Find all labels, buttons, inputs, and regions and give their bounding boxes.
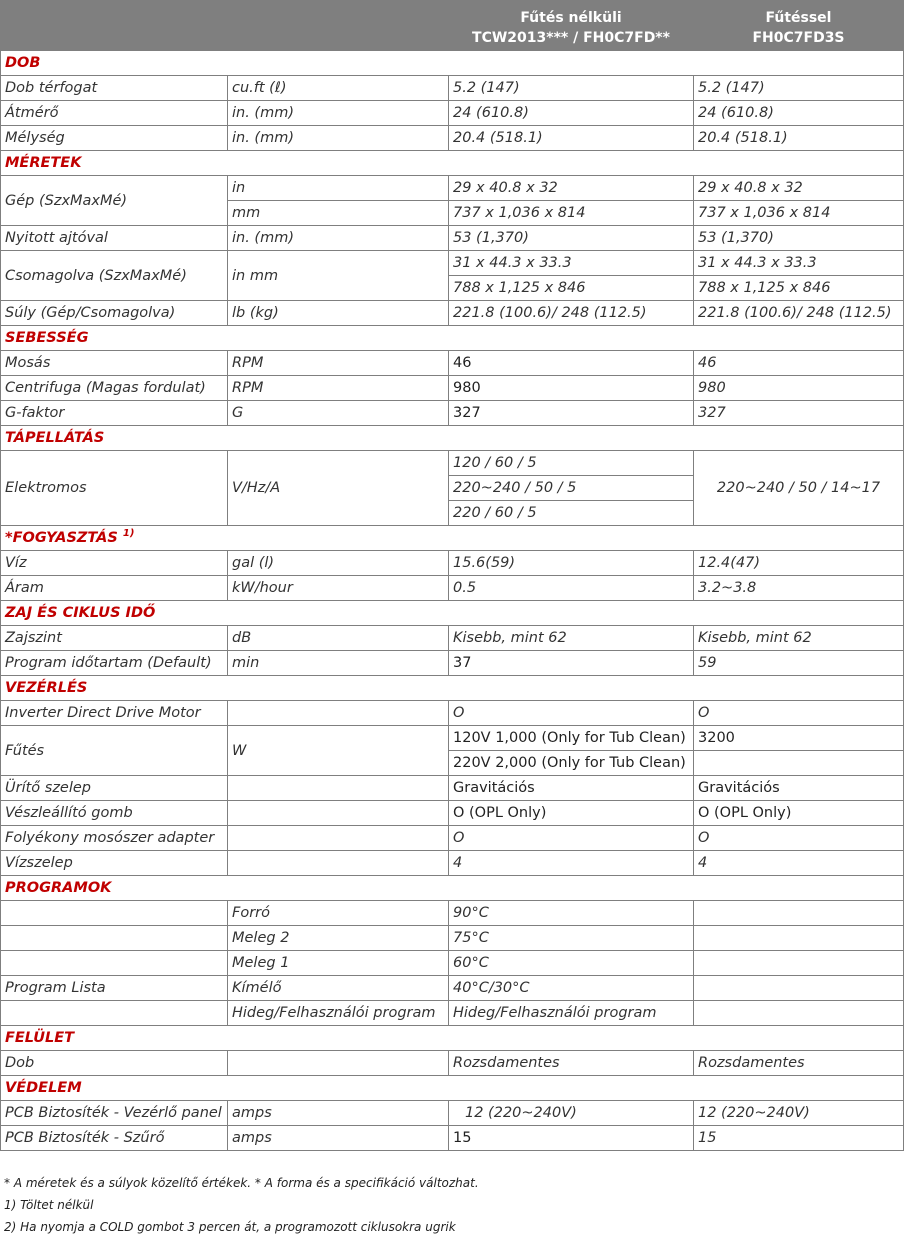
row-value-1: 0.5 [449,576,694,601]
row-label: Dob [1,1051,228,1076]
row-value-1: 4 [449,851,694,876]
row-unit: in [228,176,449,201]
program-name: Hideg/Felhasználói program [228,1001,449,1026]
row-label: Mosás [1,351,228,376]
row-label: Gép (SzxMaxMé) [1,176,228,226]
row-value-1: 220 / 60 / 5 [449,501,694,526]
section-sebesseg: SEBESSÉG [1,326,904,351]
table-row [1,401,904,426]
row-unit: in. (mm) [228,101,449,126]
section-row [1,426,904,451]
row-value-2: 59 [694,651,904,676]
table-row [1,626,904,651]
program-temp: 75°C [449,926,694,951]
footnotes [0,1172,900,1238]
footnote-1: 1) Töltet nélkül [4,1198,94,1212]
table-row [1,901,904,926]
row-label: Dob térfogat [1,76,228,101]
row-value-2: 3.2~3.8 [694,576,904,601]
row-label: Elektromos [1,451,228,526]
row-value-2: Gravitációs [694,776,904,801]
section-vezerles: VEZÉRLÉS [1,676,904,701]
table-row [1,651,904,676]
row-label: Csomagolva (SzxMaxMé) [1,251,228,301]
row-label: Vészleállító gomb [1,801,228,826]
row-label-empty [1,951,228,976]
row-value-1: 12 (220~240V) [449,1101,694,1126]
table-row [1,1126,904,1151]
row-unit: in mm [228,251,449,301]
row-value-1: 37 [449,651,694,676]
row-label: Program Lista [1,976,228,1001]
table-row [1,826,904,851]
row-value-2: 46 [694,351,904,376]
header-empty-2 [228,1,449,51]
table-row [1,926,904,951]
row-unit: RPM [228,376,449,401]
table-row [1,76,904,101]
row-value-1: 29 x 40.8 x 32 [449,176,694,201]
header-model-heated [694,1,904,51]
section-row [1,151,904,176]
row-label-empty [1,901,228,926]
row-value-1: Rozsdamentes [449,1051,694,1076]
table-row [1,776,904,801]
row-label: PCB Biztosíték - Vezérlő panel [1,1101,228,1126]
row-value-2: 788 x 1,125 x 846 [694,276,904,301]
row-value-1: 20.4 (518.1) [449,126,694,151]
row-label: Átmérő [1,101,228,126]
section-vedelem: VÉDELEM [1,1076,904,1101]
section-fogyasztas [1,526,904,551]
row-value-2: Kisebb, mint 62 [694,626,904,651]
row-label: G-faktor [1,401,228,426]
section-fogyasztas-title: *FOGYASZTÁS [5,530,118,546]
row-value-1: 120 / 60 / 5 [449,451,694,476]
section-row [1,326,904,351]
row-label: PCB Biztosíték - Szűrő [1,1126,228,1151]
table-row [1,576,904,601]
table-row [1,1051,904,1076]
table-row [1,176,904,201]
row-unit: dB [228,626,449,651]
header-col3-line1: Fűtés nélküli [520,9,622,26]
row-value-2: Rozsdamentes [694,1051,904,1076]
table-row [1,351,904,376]
section-row [1,676,904,701]
header-row [1,1,904,51]
program-temp: 90°C [449,901,694,926]
table-row [1,701,904,726]
header-col4-line2: FH0C7FD3S [752,29,845,46]
row-unit [228,826,449,851]
section-tapellatas: TÁPELLÁTÁS [1,426,904,451]
section-programok: PROGRAMOK [1,876,904,901]
row-value-1: 15.6(59) [449,551,694,576]
row-label: Centrifuga (Magas fordulat) [1,376,228,401]
table-row [1,226,904,251]
row-value-2: 20.4 (518.1) [694,126,904,151]
section-row [1,601,904,626]
row-label: Folyékony mosószer adapter [1,826,228,851]
row-label: Nyitott ajtóval [1,226,228,251]
footnote-general: * A méretek és a súlyok közelítő értékek. * A forma és a specifikáció változhat. [4,1176,479,1190]
row-value-2: 980 [694,376,904,401]
row-label-empty [1,926,228,951]
program-name: Meleg 2 [228,926,449,951]
row-unit: kW/hour [228,576,449,601]
row-value-1: 46 [449,351,694,376]
section-zaj: ZAJ ÉS CIKLUS IDŐ [1,601,904,626]
table-row [1,951,904,976]
row-unit: amps [228,1126,449,1151]
row-unit: V/Hz/A [228,451,449,526]
row-unit: amps [228,1101,449,1126]
row-value-2-empty [694,751,904,776]
section-row [1,876,904,901]
row-unit: gal (l) [228,551,449,576]
row-value-2: 53 (1,370) [694,226,904,251]
row-unit: mm [228,201,449,226]
row-unit: RPM [228,351,449,376]
section-meretek: MÉRETEK [1,151,904,176]
section-row [1,1026,904,1051]
row-value-2: 12 (220~240V) [694,1101,904,1126]
row-label: Ürítő szelep [1,776,228,801]
row-value-1: 24 (610.8) [449,101,694,126]
row-value-1: O (OPL Only) [449,801,694,826]
row-label: Vízszelep [1,851,228,876]
row-label: Program időtartam (Default) [1,651,228,676]
header-model-unheated [449,1,694,51]
row-value-1: 120V 1,000 (Only for Tub Clean) [449,726,694,751]
row-value-2: 5.2 (147) [694,76,904,101]
table-row [1,726,904,751]
row-value-2: 220~240 / 50 / 14~17 [694,451,904,526]
row-unit: cu.ft (ℓ) [228,76,449,101]
row-value-1: 53 (1,370) [449,226,694,251]
row-value-2: 3200 [694,726,904,751]
table-row [1,976,904,1001]
row-value-1: Gravitációs [449,776,694,801]
section-dob: DOB [1,51,904,76]
row-value-2: 737 x 1,036 x 814 [694,201,904,226]
program-temp: 60°C [449,951,694,976]
section-row [1,526,904,551]
row-value-2-empty [694,926,904,951]
footnote-ref: 1) [122,528,135,540]
section-row [1,51,904,76]
row-unit [228,1051,449,1076]
row-value-2: 327 [694,401,904,426]
row-value-1: 980 [449,376,694,401]
row-value-1: 220V 2,000 (Only for Tub Clean) [449,751,694,776]
row-value-2: 24 (610.8) [694,101,904,126]
row-value-2: O (OPL Only) [694,801,904,826]
row-value-1: 15 [449,1126,694,1151]
row-unit [228,851,449,876]
row-label-empty [1,1001,228,1026]
table-row [1,126,904,151]
row-unit: in. (mm) [228,226,449,251]
row-unit [228,776,449,801]
program-name: Meleg 1 [228,951,449,976]
row-value-2-empty [694,1001,904,1026]
row-value-1: O [449,701,694,726]
row-unit [228,701,449,726]
row-label: Víz [1,551,228,576]
table-row [1,1001,904,1026]
program-temp: 40°C/30°C [449,976,694,1001]
row-unit: G [228,401,449,426]
row-unit [228,801,449,826]
row-value-2-empty [694,976,904,1001]
footnote-2: 2) Ha nyomja a COLD gombot 3 percen át, a programozott ciklusokra ugrik [4,1220,456,1234]
row-value-2: O [694,826,904,851]
row-value-1: 220~240 / 50 / 5 [449,476,694,501]
program-name: Kímélő [228,976,449,1001]
table-row [1,301,904,326]
row-label: Súly (Gép/Csomagolva) [1,301,228,326]
program-name: Forró [228,901,449,926]
table-row [1,451,904,476]
row-label: Áram [1,576,228,601]
row-value-2: 4 [694,851,904,876]
row-value-2-empty [694,901,904,926]
row-label: Mélység [1,126,228,151]
row-value-2-empty [694,951,904,976]
table-row [1,376,904,401]
table-row [1,801,904,826]
row-unit: min [228,651,449,676]
row-value-1: Kisebb, mint 62 [449,626,694,651]
program-temp: Hideg/Felhasználói program [449,1001,694,1026]
row-value-2: 31 x 44.3 x 33.3 [694,251,904,276]
section-row [1,1076,904,1101]
row-value-2: 12.4(47) [694,551,904,576]
row-value-2: 15 [694,1126,904,1151]
header-col3-line2: TCW2013*** / FH0C7FD** [472,29,670,46]
row-value-1: 31 x 44.3 x 33.3 [449,251,694,276]
table-row [1,1101,904,1126]
header-empty-1 [1,1,228,51]
row-value-1: 221.8 (100.6)/ 248 (112.5) [449,301,694,326]
section-felulet: FELÜLET [1,1026,904,1051]
row-unit: lb (kg) [228,301,449,326]
row-value-2: 29 x 40.8 x 32 [694,176,904,201]
row-unit: in. (mm) [228,126,449,151]
row-value-1: 788 x 1,125 x 846 [449,276,694,301]
header-col4-line1: Fűtéssel [765,9,832,26]
table-row [1,101,904,126]
row-value-2: 221.8 (100.6)/ 248 (112.5) [694,301,904,326]
row-value-1: 327 [449,401,694,426]
row-value-2: O [694,701,904,726]
row-value-1: O [449,826,694,851]
row-unit: W [228,726,449,776]
table-row [1,251,904,276]
table-row [1,551,904,576]
row-label: Zajszint [1,626,228,651]
table-row [1,851,904,876]
row-value-1: 737 x 1,036 x 814 [449,201,694,226]
row-label: Inverter Direct Drive Motor [1,701,228,726]
row-label: Fűtés [1,726,228,776]
row-value-1: 5.2 (147) [449,76,694,101]
